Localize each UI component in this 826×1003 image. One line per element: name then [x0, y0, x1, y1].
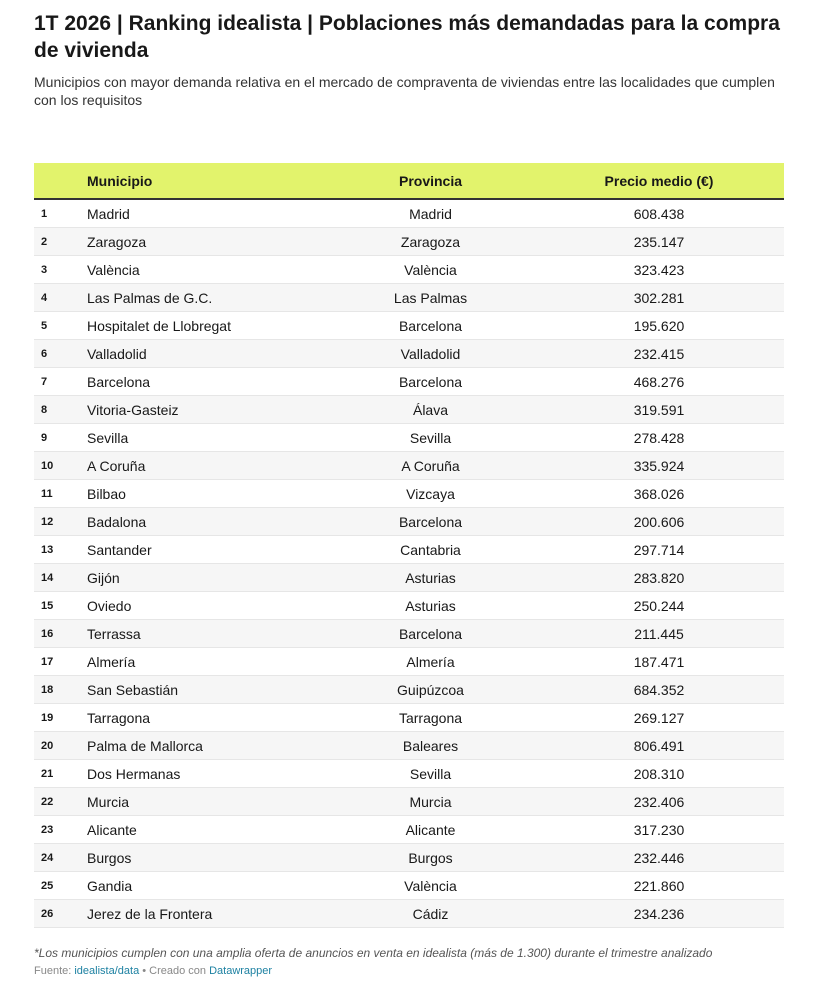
provincia-cell: Madrid: [409, 205, 452, 222]
municipio-cell: Santander: [87, 541, 152, 558]
precio-cell: 468.276: [633, 373, 685, 390]
municipio-cell: Zaragoza: [87, 233, 147, 250]
rank-cell: 11: [41, 487, 53, 500]
table-row: [34, 816, 784, 844]
rank-cell: 13: [41, 543, 54, 556]
municipio-cell: Murcia: [87, 793, 130, 810]
precio-cell: 335.924: [633, 457, 685, 474]
municipio-cell: Badalona: [87, 513, 147, 530]
precio-cell: 302.281: [633, 289, 685, 306]
provincia-cell: Asturias: [405, 569, 456, 586]
table-row: [34, 620, 784, 648]
table-row: [34, 872, 784, 900]
precio-cell: 221.860: [633, 877, 685, 894]
precio-cell: 278.428: [633, 429, 685, 446]
provincia-cell: Cantabria: [400, 541, 461, 558]
precio-cell: 250.244: [633, 597, 685, 614]
provincia-cell: Asturias: [405, 597, 456, 614]
precio-cell: 232.446: [633, 849, 685, 866]
precio-cell: 232.406: [633, 793, 685, 810]
rank-cell: 14: [41, 571, 54, 584]
chart-title: 1T 2026 | Ranking idealista | Poblaciones más demandadas para la compra de vivienda: [34, 12, 780, 62]
source-link[interactable]: idealista/data: [74, 965, 140, 977]
precio-cell: 317.230: [633, 821, 685, 838]
precio-cell: 234.236: [633, 905, 685, 922]
precio-cell: 200.606: [633, 513, 685, 530]
precio-cell: 806.491: [633, 737, 685, 754]
provincia-cell: Sevilla: [409, 429, 452, 446]
precio-cell: 269.127: [633, 709, 685, 726]
municipio-cell: Valladolid: [87, 345, 147, 362]
provincia-cell: Barcelona: [398, 317, 463, 334]
precio-cell: 323.423: [633, 261, 685, 278]
ranking-table: [34, 163, 784, 928]
column-header-precio[interactable]: Precio medio (€): [604, 172, 714, 189]
table-row: [34, 200, 784, 228]
municipio-cell: San Sebastián: [87, 681, 179, 698]
rank-cell: 1: [41, 207, 48, 220]
precio-cell: 684.352: [633, 681, 685, 698]
municipio-cell: Vitoria-Gasteiz: [87, 401, 179, 418]
provincia-cell: Sevilla: [409, 765, 452, 782]
provincia-cell: Alicante: [405, 821, 456, 838]
rank-cell: 26: [41, 907, 54, 920]
rank-cell: 2: [41, 235, 48, 248]
provincia-cell: Álava: [412, 401, 449, 418]
precio-cell: 368.026: [633, 485, 685, 502]
rank-cell: 12: [41, 515, 54, 528]
provincia-cell: València: [404, 877, 457, 894]
precio-cell: 297.714: [633, 541, 685, 558]
created-label: Creado con: [149, 965, 210, 977]
rank-cell: 22: [41, 795, 54, 808]
rank-cell: 10: [41, 459, 54, 472]
table-body: [34, 200, 784, 928]
provincia-cell: A Coruña: [401, 457, 460, 474]
precio-cell: 283.820: [633, 569, 685, 586]
provincia-cell: Vizcaya: [406, 485, 455, 502]
municipio-cell: Barcelona: [87, 373, 151, 390]
table-row: [34, 564, 784, 592]
table-row: [34, 340, 784, 368]
table-row: [34, 228, 784, 256]
precio-cell: 319.591: [633, 401, 685, 418]
precio-cell: 232.415: [633, 345, 685, 362]
municipio-cell: A Coruña: [87, 457, 146, 474]
municipio-cell: Terrassa: [87, 625, 141, 642]
municipio-cell: Sevilla: [87, 429, 129, 446]
provincia-cell: Barcelona: [398, 625, 463, 642]
provincia-cell: Burgos: [408, 849, 453, 866]
rank-cell: 19: [41, 711, 54, 724]
municipio-cell: Madrid: [87, 205, 130, 222]
table-row: [34, 704, 784, 732]
provincia-cell: Almería: [406, 653, 455, 670]
datawrapper-link[interactable]: Datawrapper: [209, 965, 273, 977]
table-row: [34, 788, 784, 816]
table-row: [34, 284, 784, 312]
table-row: [34, 536, 784, 564]
provincia-cell: Baleares: [402, 737, 459, 754]
provincia-cell: Cádiz: [412, 905, 449, 922]
table-row: [34, 732, 784, 760]
table-row: [34, 844, 784, 872]
precio-cell: 187.471: [633, 653, 685, 670]
provincia-cell: Zaragoza: [400, 233, 461, 250]
municipio-cell: Gandia: [87, 877, 133, 894]
provincia-cell: Barcelona: [398, 513, 463, 530]
table-row: [34, 480, 784, 508]
rank-cell: 8: [41, 403, 48, 416]
chart-subtitle: Municipios con mayor demanda relativa en el mercado de compraventa de viviendas entre las localidades que cumplen con los requisitos: [34, 74, 775, 108]
table-row: [34, 760, 784, 788]
rank-cell: 5: [41, 319, 48, 332]
precio-cell: 195.620: [633, 317, 685, 334]
table-row: [34, 312, 784, 340]
provincia-cell: Guipúzcoa: [397, 681, 464, 698]
column-header-provincia[interactable]: Provincia: [398, 172, 463, 189]
table-header: [34, 163, 784, 200]
precio-cell: 208.310: [633, 765, 685, 782]
table-row: [34, 256, 784, 284]
rank-cell: 23: [41, 823, 54, 836]
rank-cell: 7: [41, 375, 48, 388]
municipio-cell: Dos Hermanas: [87, 765, 181, 782]
rank-cell: 21: [41, 767, 54, 780]
rank-cell: 18: [41, 683, 54, 696]
municipio-cell: València: [87, 261, 140, 278]
precio-cell: 608.438: [633, 205, 685, 222]
rank-cell: 15: [41, 599, 54, 612]
table-row: [34, 648, 784, 676]
municipio-cell: Burgos: [87, 849, 132, 866]
municipio-cell: Almería: [87, 653, 136, 670]
rank-cell: 3: [41, 263, 48, 276]
municipio-cell: Tarragona: [87, 709, 151, 726]
table-row: [34, 368, 784, 396]
table-row: [34, 396, 784, 424]
rank-cell: 9: [41, 431, 48, 444]
rank-cell: 17: [41, 655, 54, 668]
column-header-municipio[interactable]: Municipio: [87, 172, 153, 189]
table-row: [34, 592, 784, 620]
source-line: [34, 965, 272, 977]
rank-cell: 24: [41, 851, 54, 864]
rank-cell: 4: [41, 291, 48, 304]
municipio-cell: Bilbao: [87, 485, 126, 502]
precio-cell: 211.445: [634, 625, 684, 642]
table-row: [34, 508, 784, 536]
footnote: *Los municipios cumplen con una amplia oferta de anuncios en venta en idealista (más de 1.300) durante el trimestre analizado: [34, 946, 713, 960]
municipio-cell: Oviedo: [87, 597, 132, 614]
municipio-cell: Palma de Mallorca: [87, 737, 203, 754]
rank-cell: 25: [41, 879, 54, 892]
municipio-cell: Jerez de la Frontera: [87, 905, 213, 922]
provincia-cell: València: [404, 261, 457, 278]
rank-cell: 16: [41, 627, 54, 640]
source-label: Fuente:: [34, 965, 75, 977]
table-row: [34, 452, 784, 480]
municipio-cell: Gijón: [87, 569, 120, 586]
municipio-cell: Las Palmas de G.C.: [87, 289, 213, 306]
table-row: [34, 676, 784, 704]
separator: •: [139, 965, 150, 977]
rank-cell: 20: [41, 739, 54, 752]
table-row: [34, 900, 784, 928]
provincia-cell: Barcelona: [398, 373, 463, 390]
municipio-cell: Hospitalet de Llobregat: [87, 317, 231, 334]
table-row: [34, 424, 784, 452]
precio-cell: 235.147: [633, 233, 685, 250]
provincia-cell: Las Palmas: [393, 289, 468, 306]
rank-cell: 6: [41, 347, 48, 360]
municipio-cell: Alicante: [87, 821, 137, 838]
provincia-cell: Tarragona: [398, 709, 463, 726]
provincia-cell: Murcia: [409, 793, 452, 810]
provincia-cell: Valladolid: [400, 345, 461, 362]
